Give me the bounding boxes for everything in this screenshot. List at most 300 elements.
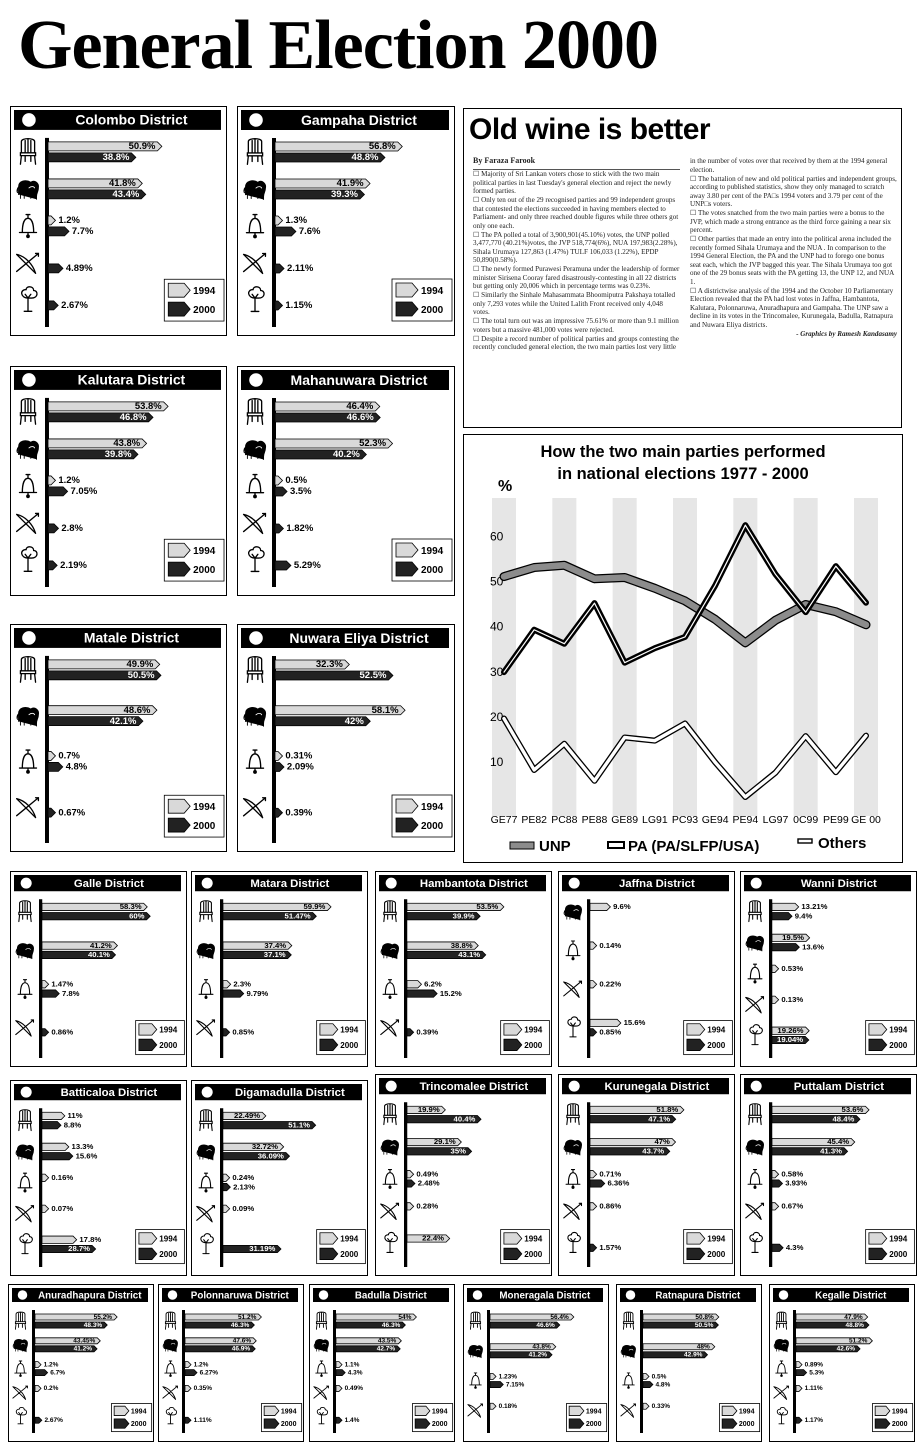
legend-label-1994: 1994 — [280, 1408, 297, 1416]
bow-icon — [468, 1404, 483, 1417]
bar-value-label: 38.8% — [102, 152, 130, 164]
legend-label-2000: 2000 — [707, 1250, 726, 1260]
bar-1994 — [490, 1374, 496, 1380]
title-bullet — [751, 878, 762, 889]
district-axis — [793, 1310, 796, 1433]
district-title: Kegalle District — [815, 1290, 887, 1302]
bar-value-label: 0.28% — [416, 1201, 439, 1211]
bow-icon — [16, 1206, 34, 1222]
tree-icon — [568, 1017, 581, 1037]
chair-icon — [200, 1110, 212, 1131]
district-panel — [191, 871, 368, 1067]
bar-2000 — [35, 1417, 42, 1423]
chair-icon — [19, 1110, 31, 1131]
x-tick-label: GE89 — [611, 814, 639, 826]
bar-2000 — [275, 227, 296, 236]
bar-2000 — [796, 1417, 802, 1423]
bar-1994 — [42, 1236, 77, 1243]
tree-icon — [22, 287, 37, 311]
bar-value-label: 53.5% — [476, 902, 499, 912]
bar-2000 — [48, 301, 58, 310]
bar-value-label: 49.9% — [126, 659, 154, 671]
article-paragraph: ☐ Despite a record number of political parties and groups contesting the recently concluded general election, the two main parties lost very little in the number of votes over that received by them at the 1994 general election. — [473, 157, 888, 351]
bar-value-label: 0.16% — [51, 1172, 74, 1182]
bar-value-label: 0.33% — [651, 1403, 671, 1411]
district-chart-svg — [238, 367, 454, 595]
bar-2000 — [407, 990, 437, 997]
bar-value-label: 0.39% — [285, 807, 313, 819]
bar-value-label: 48.8% — [845, 1321, 864, 1329]
bar-value-label: 41.2% — [89, 940, 112, 950]
district-axis — [32, 1310, 35, 1433]
legend-label-1994: 1994 — [707, 1234, 726, 1244]
year-legend — [392, 539, 452, 581]
y-tick-label: 20 — [490, 709, 504, 724]
bar-value-label: 41.2% — [73, 1345, 93, 1353]
bar-value-label: 50.5% — [127, 670, 155, 682]
bar-value-label: 39.3% — [331, 189, 358, 201]
district-title: Colombo District — [75, 111, 188, 128]
bar-value-label: 43.1% — [458, 950, 481, 960]
bar-value-label: 42.9% — [684, 1351, 703, 1359]
y-axis-label: % — [498, 478, 513, 495]
x-tick-label: PC88 — [551, 814, 578, 826]
bar-1994 — [336, 1362, 342, 1368]
bar-2000 — [275, 561, 291, 570]
bar-value-label: 0.49% — [416, 1169, 439, 1179]
bow-icon — [16, 1020, 34, 1036]
year-legend — [392, 795, 452, 837]
bar-value-label: 42.7% — [376, 1345, 396, 1353]
national-trend-chart — [463, 434, 903, 863]
bar-2000 — [42, 1152, 73, 1159]
bow-icon — [621, 1404, 636, 1417]
chair-icon — [776, 1312, 786, 1329]
elephant-icon — [774, 1339, 788, 1351]
bar-value-label: 52.3% — [359, 438, 387, 450]
bar-value-label: 58.1% — [371, 704, 399, 716]
district-chart-svg — [11, 367, 226, 595]
bar-value-label: 56.8% — [368, 141, 396, 153]
year-legend — [164, 795, 224, 837]
legend-label-others: Others — [818, 835, 867, 852]
district-panel — [158, 1284, 304, 1442]
article-body — [473, 157, 897, 427]
national-legend — [510, 835, 866, 855]
district-chart-svg — [11, 107, 226, 335]
bar-value-label: 2.8% — [61, 523, 83, 535]
district-title: Moneragala District — [499, 1290, 591, 1302]
bar-value-label: 9.4% — [794, 911, 813, 921]
elephant-icon — [468, 1345, 482, 1357]
bar-2000 — [223, 990, 244, 997]
bar-1994 — [185, 1385, 191, 1391]
bar-value-label: 48% — [696, 1343, 710, 1351]
bar-value-label: 46.6% — [346, 412, 374, 424]
elephant-icon — [564, 905, 582, 920]
x-tick-label: PC93 — [671, 814, 699, 826]
district-panel — [10, 1080, 187, 1276]
bow-icon — [314, 1386, 329, 1399]
district-panel — [237, 624, 455, 852]
chair-icon — [623, 1312, 633, 1329]
bar-value-label: 51.8% — [656, 1105, 679, 1115]
bar-1994 — [407, 981, 421, 988]
district-title: Matale District — [83, 629, 180, 646]
bar-1994 — [35, 1385, 41, 1391]
legend-label-2000: 2000 — [889, 1250, 908, 1260]
bar-value-label: 43.8% — [113, 438, 141, 450]
legend-label-2000: 2000 — [159, 1250, 178, 1260]
bar-value-label: 42.1% — [109, 715, 137, 727]
elephant-icon — [244, 181, 266, 200]
district-title: Badulla District — [354, 1290, 427, 1302]
bar-value-label: 2.13% — [233, 1182, 255, 1192]
bar-value-label: 7.6% — [298, 226, 321, 238]
article-paragraph: ☐ Other parties that made an entry into the political arena included the recently formed Sihala Urumaya and the NUA . In comparison to the 1994 General Election, the PA and the UNP had to forego one bonus seat each, which the JVP bagged this year. The Sihala Urumaya too got one of the 29 bonus seats with the PA getting 13, the UNP 12, and NUA 1. — [690, 235, 894, 286]
bar-2000 — [35, 1370, 48, 1376]
bar-value-label: 0.86% — [599, 1201, 622, 1211]
bar-value-label: 1.11% — [193, 1417, 212, 1425]
elephant-icon — [16, 944, 34, 959]
bar-2000 — [48, 524, 58, 533]
bar-1994 — [223, 1174, 230, 1181]
bar-1994 — [42, 981, 49, 988]
bar-value-label: 38.8% — [450, 940, 473, 950]
district-panel — [237, 366, 455, 596]
tree-icon — [249, 547, 264, 572]
district-panel — [740, 1074, 917, 1276]
bar-2000 — [48, 561, 57, 570]
legend-label-2000: 2000 — [524, 1041, 543, 1051]
elephant-icon — [244, 441, 266, 460]
district-panel — [309, 1284, 455, 1442]
bell-icon — [246, 750, 263, 773]
bow-icon — [13, 1386, 28, 1399]
bar-2000 — [590, 1180, 605, 1187]
bar-value-label: 55.2% — [93, 1313, 113, 1321]
bar-value-label: 48.8% — [351, 152, 379, 164]
district-panel — [375, 1074, 552, 1276]
bell-icon — [18, 1173, 32, 1192]
elephant-icon — [163, 1339, 177, 1351]
legend-label-1994: 1994 — [193, 802, 216, 814]
chair-icon — [247, 399, 262, 425]
bar-value-label: 0.85% — [599, 1027, 622, 1037]
x-tick-label: PE82 — [521, 814, 548, 826]
bow-icon — [17, 513, 39, 533]
legend-swatch-pa — [608, 842, 624, 848]
legend-label-1994: 1994 — [431, 1408, 448, 1416]
bar-value-label: 29.1% — [433, 1137, 456, 1147]
title-bullet — [249, 373, 263, 387]
bar-value-label: 1.11% — [804, 1385, 823, 1393]
district-title: Hambantota District — [419, 878, 528, 891]
chair-icon — [567, 1104, 579, 1125]
bow-icon — [17, 798, 39, 818]
bar-value-label: 8.8% — [63, 1120, 82, 1130]
bar-value-label: 6.2% — [424, 979, 442, 989]
year-legend — [261, 1403, 301, 1431]
bell-icon — [776, 1361, 787, 1376]
bar-value-label: 11% — [67, 1111, 83, 1121]
grid-band — [552, 498, 576, 816]
chair-icon — [247, 657, 262, 683]
bar-2000 — [275, 524, 283, 533]
bow-icon — [244, 254, 266, 274]
bar-value-label: 1.82% — [286, 523, 314, 535]
x-tick-label: GE 00 — [851, 814, 881, 826]
legend-label-2000: 2000 — [340, 1250, 359, 1260]
district-chart-svg — [741, 1075, 916, 1275]
legend-label-2000: 2000 — [524, 1250, 543, 1260]
national-chart-title-line2: in national elections 1977 - 2000 — [557, 465, 809, 483]
bar-value-label: 13.21% — [801, 902, 828, 912]
bar-value-label: 19.26% — [777, 1025, 804, 1035]
bar-1994 — [590, 1171, 597, 1178]
bar-value-label: 48.3% — [83, 1321, 103, 1329]
legend-label-2000: 2000 — [889, 1041, 908, 1051]
bar-1994 — [42, 1205, 49, 1212]
bar-2000 — [48, 487, 68, 496]
title-bullet — [751, 1081, 762, 1092]
bell-icon — [383, 980, 397, 999]
bell-icon — [316, 1361, 327, 1376]
title-bullet — [21, 1087, 32, 1098]
year-legend — [136, 1230, 185, 1264]
legend-label-2000: 2000 — [421, 564, 444, 576]
x-tick-label: GE94 — [701, 814, 729, 826]
bar-value-label: 47.9% — [844, 1313, 863, 1321]
district-title: Ratnapura District — [655, 1290, 741, 1302]
bar-value-label: 1.15% — [285, 300, 313, 312]
legend-label-2000: 2000 — [891, 1421, 908, 1429]
elephant-icon — [314, 1339, 328, 1351]
bar-value-label: 59.9% — [303, 902, 326, 912]
bar-1994 — [772, 1203, 779, 1210]
bar-value-label: 31.19% — [249, 1244, 276, 1254]
bar-value-label: 7.15% — [505, 1381, 525, 1389]
bar-value-label: 39.9% — [452, 911, 475, 921]
bar-value-label: 6.36% — [607, 1178, 630, 1188]
district-panel — [10, 624, 227, 852]
district-title: Batticaloa District — [60, 1087, 158, 1100]
district-chart-svg — [192, 1081, 367, 1275]
bow-icon — [774, 1386, 789, 1399]
bar-value-label: 0.53% — [781, 963, 804, 973]
legend-label-1994: 1994 — [524, 1025, 543, 1035]
bar-value-label: 15.6% — [75, 1151, 98, 1161]
chair-icon — [247, 139, 262, 165]
bell-icon — [383, 1170, 397, 1189]
legend-label-1994: 1994 — [193, 546, 216, 558]
title-bullet — [22, 373, 36, 387]
bar-value-label: 51.47% — [284, 911, 311, 921]
bar-value-label: 4.8% — [65, 761, 88, 773]
district-panel — [10, 871, 187, 1067]
district-chart-svg — [11, 872, 186, 1066]
bar-value-label: 1.2% — [43, 1361, 59, 1369]
bar-1994 — [643, 1403, 649, 1409]
district-title: Wanni District — [800, 878, 877, 891]
tree-icon — [385, 1232, 398, 1252]
article-paragraph: ☐ A districtwise analysis of the 1994 and the October 10 Parliamentary Election revealed that the PA had lost votes in Jaffna, Hambantota, Kalutara, Polonnaruwa, Anuradhapura and Gampaha. The UNP saw a decline in its votes in the Trincomalee, Kurunegala, Badulla, Ratnapura and Nuwara Eliya districts. — [690, 286, 894, 329]
bar-value-label: 0.49% — [344, 1385, 364, 1393]
district-title: Nuwara Eliya District — [289, 629, 429, 646]
year-legend — [164, 539, 224, 581]
district-panel — [463, 1284, 609, 1442]
district-panel — [558, 1074, 735, 1276]
elephant-icon — [17, 441, 39, 460]
bar-value-label: 51.2% — [237, 1313, 257, 1321]
tree-icon — [201, 1234, 214, 1254]
bar-value-label: 0.58% — [781, 1169, 804, 1179]
chair-icon — [19, 901, 31, 922]
chair-icon — [165, 1312, 175, 1329]
bar-value-label: 46.3% — [230, 1321, 250, 1329]
bell-icon — [19, 750, 36, 773]
legend-label-2000: 2000 — [159, 1041, 178, 1051]
bar-1994 — [35, 1362, 41, 1368]
year-legend — [317, 1230, 366, 1264]
y-tick-label: 10 — [490, 754, 504, 769]
legend-label-unp: UNP — [539, 838, 571, 855]
bar-value-label: 47.6% — [232, 1337, 252, 1345]
bar-value-label: 6.27% — [199, 1369, 219, 1377]
title-bullet — [319, 1290, 329, 1300]
bar-1994 — [590, 981, 597, 988]
bar-2000 — [48, 808, 55, 817]
bow-icon — [381, 1020, 399, 1036]
year-legend — [412, 1403, 452, 1431]
bar-value-label: 4.3% — [347, 1369, 363, 1377]
bar-2000 — [772, 943, 799, 950]
year-legend — [872, 1403, 912, 1431]
district-panel — [616, 1284, 762, 1442]
bar-1994 — [590, 1019, 621, 1026]
article-byline: By Faraza Farook — [473, 157, 680, 170]
district-title: Gampaha District — [301, 111, 417, 128]
bar-value-label: 2.3% — [233, 979, 251, 989]
bar-value-label: 15.2% — [439, 988, 462, 998]
bar-value-label: 53.6% — [841, 1105, 864, 1115]
district-title: Jaffna District — [618, 878, 695, 891]
bar-2000 — [772, 1244, 783, 1251]
article-title: Old wine is better — [469, 113, 711, 146]
bell-icon — [246, 475, 263, 498]
bow-icon — [197, 1206, 215, 1222]
bar-1994 — [590, 903, 610, 910]
bar-value-label: 0.22% — [599, 979, 622, 989]
bar-2000 — [48, 227, 69, 236]
district-panel — [191, 1080, 368, 1276]
bar-1994 — [490, 1403, 496, 1409]
bar-value-label: 2.48% — [417, 1178, 440, 1188]
legend-label-1994: 1994 — [159, 1025, 178, 1035]
elephant-icon — [13, 1339, 27, 1351]
bar-1994 — [42, 1143, 69, 1150]
bar-value-label: 36.09% — [257, 1151, 284, 1161]
title-bullet — [569, 878, 580, 889]
district-title: Mahanuwara District — [290, 371, 428, 388]
bar-value-label: 13.6% — [802, 942, 824, 952]
bar-value-label: 51.2% — [848, 1337, 868, 1345]
bar-1994 — [772, 965, 779, 972]
chair-icon — [20, 399, 35, 425]
bar-2000 — [42, 1029, 49, 1036]
bar-value-label: 1.2% — [58, 475, 80, 487]
bar-value-label: 43.7% — [642, 1146, 665, 1156]
article-paragraph: ☐ The votes snatched from the two main parties were a bonus to the JVP, which made a strong entrance as the third force gaining a near six percent. — [690, 209, 891, 234]
bell-icon — [623, 1373, 634, 1388]
article-paragraph: ☐ The PA polled a total of 3,900,901(45.10%) votes, the UNP polled 3,477,770 (40.21%)votes, the JVP 518,774(6%), NUA 197,983(2.28%), Sihala Urumaya 127,863 (1.47%) TULF 106,033 (1.22%), EPDP 50,890(0.58%). — [473, 230, 678, 264]
bar-value-label: 0.5% — [651, 1373, 667, 1381]
bar-2000 — [275, 301, 283, 310]
graphics-credit: - Graphics by Ramesh Kandasamy — [796, 329, 897, 338]
elephant-icon — [16, 1145, 34, 1160]
bar-value-label: 32.3% — [315, 659, 343, 671]
bar-2000 — [407, 1029, 414, 1036]
bar-value-label: 54% — [398, 1313, 412, 1321]
bar-value-label: 41.3% — [820, 1146, 842, 1156]
title-bullet — [569, 1081, 580, 1092]
year-legend — [392, 279, 452, 321]
title-bullet — [168, 1290, 178, 1300]
legend-label-1994: 1994 — [585, 1408, 602, 1416]
district-chart-svg — [192, 872, 367, 1066]
legend-label-1994: 1994 — [421, 545, 444, 557]
elephant-icon — [17, 181, 39, 200]
district-chart-svg — [464, 1285, 608, 1441]
legend-label-1994: 1994 — [889, 1025, 908, 1035]
y-tick-label: 60 — [490, 529, 504, 544]
grid-band — [673, 498, 697, 816]
article-paragraph: ☐ Majority of Sri Lankan voters chose to stick with the two main political parties in last Tuesday's general election and reject the newly formed parties. — [473, 170, 672, 195]
legend-label-2000: 2000 — [421, 304, 444, 316]
bar-1994 — [275, 752, 283, 761]
bar-2000 — [490, 1382, 503, 1388]
bar-value-label: 32.72% — [251, 1142, 279, 1152]
tree-icon — [249, 287, 264, 312]
bar-value-label: 40.2% — [332, 449, 360, 461]
district-title: Kurunegala District — [604, 1081, 710, 1094]
bow-icon — [17, 253, 39, 273]
bar-2000 — [185, 1370, 197, 1376]
x-tick-label: LG91 — [641, 814, 668, 826]
year-legend — [317, 1021, 366, 1055]
bar-value-label: 50.8% — [695, 1313, 714, 1321]
bow-icon — [163, 1386, 178, 1399]
legend-label-2000: 2000 — [193, 305, 216, 317]
legend-label-pa: PA (PA/SLFP/USA) — [628, 838, 760, 855]
bar-value-label: 0.39% — [416, 1027, 439, 1037]
bar-value-label: 1.23% — [498, 1373, 518, 1381]
chair-icon — [200, 901, 212, 922]
tree-icon — [568, 1232, 581, 1252]
elephant-icon — [381, 1140, 399, 1155]
tree-icon — [166, 1407, 176, 1423]
bar-value-label: 0.7% — [58, 750, 80, 762]
bar-value-label: 0.85% — [232, 1027, 255, 1037]
bar-value-label: 19.9% — [417, 1105, 440, 1115]
title-bullet — [386, 1081, 397, 1092]
bar-value-label: 5.3% — [809, 1369, 825, 1377]
bar-1994 — [223, 981, 231, 988]
bow-icon — [197, 1020, 215, 1036]
bar-value-label: 0.67% — [781, 1201, 804, 1211]
bar-1994 — [42, 1112, 65, 1119]
y-tick-label: 40 — [490, 619, 504, 634]
